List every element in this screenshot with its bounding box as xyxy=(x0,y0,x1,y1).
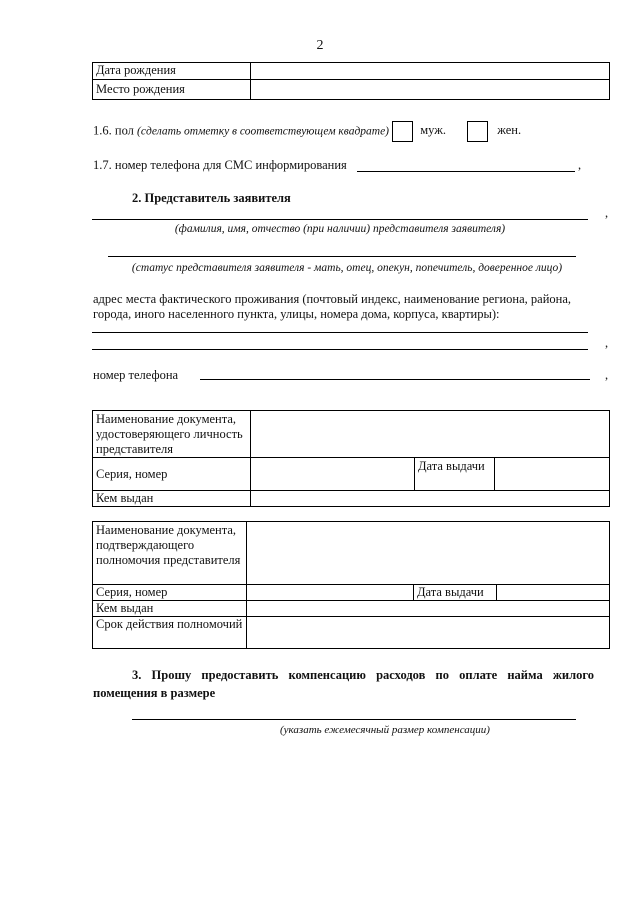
birth-table xyxy=(92,62,610,100)
id-doc-issued-field[interactable] xyxy=(251,491,610,507)
fio-comma: , xyxy=(605,206,609,220)
address-field-line1[interactable] xyxy=(92,332,588,333)
section3-text-line2: помещения в размере xyxy=(93,686,216,700)
id-doc-series-field[interactable] xyxy=(251,458,415,491)
auth-doc-date-field[interactable] xyxy=(497,585,610,601)
birth-date-field[interactable] xyxy=(251,63,610,80)
auth-doc-validity-label: Срок действия полномочий xyxy=(93,617,247,649)
birth-date-label: Дата рождения xyxy=(93,63,251,80)
id-doc-name-field[interactable] xyxy=(251,411,610,458)
birth-place-label: Место рождения xyxy=(93,80,251,100)
male-checkbox[interactable] xyxy=(392,121,413,142)
status-hint: (статус представителя заявителя - мать, отец, опекун, попечитель, доверенное лицо) xyxy=(131,262,563,274)
page-number: 2 xyxy=(316,38,324,53)
address-label-line1: адрес места фактического проживания (почтовый индекс, наименование региона, района, xyxy=(93,292,572,306)
id-doc-name-label: Наименование документа, удостоверяющего личность представителя xyxy=(93,411,251,458)
authority-document-table xyxy=(92,521,610,649)
gender-hint: (сделать отметку в соответствующем квадрате) xyxy=(137,125,390,138)
auth-doc-name-label: Наименование документа, подтверждающего полномочия представителя xyxy=(93,522,247,585)
auth-doc-issued-field[interactable] xyxy=(247,601,610,617)
id-document-table xyxy=(92,410,610,507)
rep-phone-label: номер телефона xyxy=(93,368,179,382)
id-doc-date-label: Дата выдачи xyxy=(415,458,495,491)
male-label: муж. xyxy=(420,123,447,138)
auth-doc-name-field[interactable] xyxy=(247,522,610,585)
female-checkbox[interactable] xyxy=(467,121,488,142)
fio-hint: (фамилия, имя, отчество (при наличии) представителя заявителя) xyxy=(174,223,506,235)
rep-phone-comma: , xyxy=(605,368,609,382)
auth-doc-series-field[interactable] xyxy=(247,585,414,601)
phone-sms-comma: , xyxy=(578,158,582,172)
auth-doc-issued-label: Кем выдан xyxy=(93,601,247,617)
id-doc-date-field[interactable] xyxy=(495,458,610,491)
birth-place-field[interactable] xyxy=(251,80,610,100)
address-field-line2[interactable] xyxy=(92,349,588,350)
phone-sms-label: 1.7. номер телефона для СМС информирования xyxy=(93,158,347,172)
female-label: жен. xyxy=(497,123,522,138)
gender-row xyxy=(93,121,521,142)
amount-hint: (указать ежемесячный размер компенсации) xyxy=(280,724,490,736)
gender-prefix: 1.6. пол xyxy=(93,123,134,138)
id-doc-issued-label: Кем выдан xyxy=(93,491,251,507)
address-comma: , xyxy=(605,336,609,350)
rep-phone-field[interactable] xyxy=(200,379,590,380)
section3-text-line1: 3. Прошу предоставить компенсацию расходов по оплате найма жилого xyxy=(132,668,594,682)
compensation-amount-field[interactable] xyxy=(132,719,576,720)
auth-doc-series-label: Серия, номер xyxy=(93,585,247,601)
representative-status-field[interactable] xyxy=(108,256,576,257)
section2-title: 2. Представитель заявителя xyxy=(132,191,291,205)
address-label-line2: города, иного населенного пункта, улицы, номера дома, корпуса, квартиры): xyxy=(93,307,500,321)
phone-sms-field[interactable] xyxy=(357,171,575,172)
id-doc-series-label: Серия, номер xyxy=(93,458,251,491)
representative-fio-field[interactable] xyxy=(92,219,588,220)
auth-doc-validity-field[interactable] xyxy=(247,617,610,649)
auth-doc-date-label: Дата выдачи xyxy=(414,585,497,601)
